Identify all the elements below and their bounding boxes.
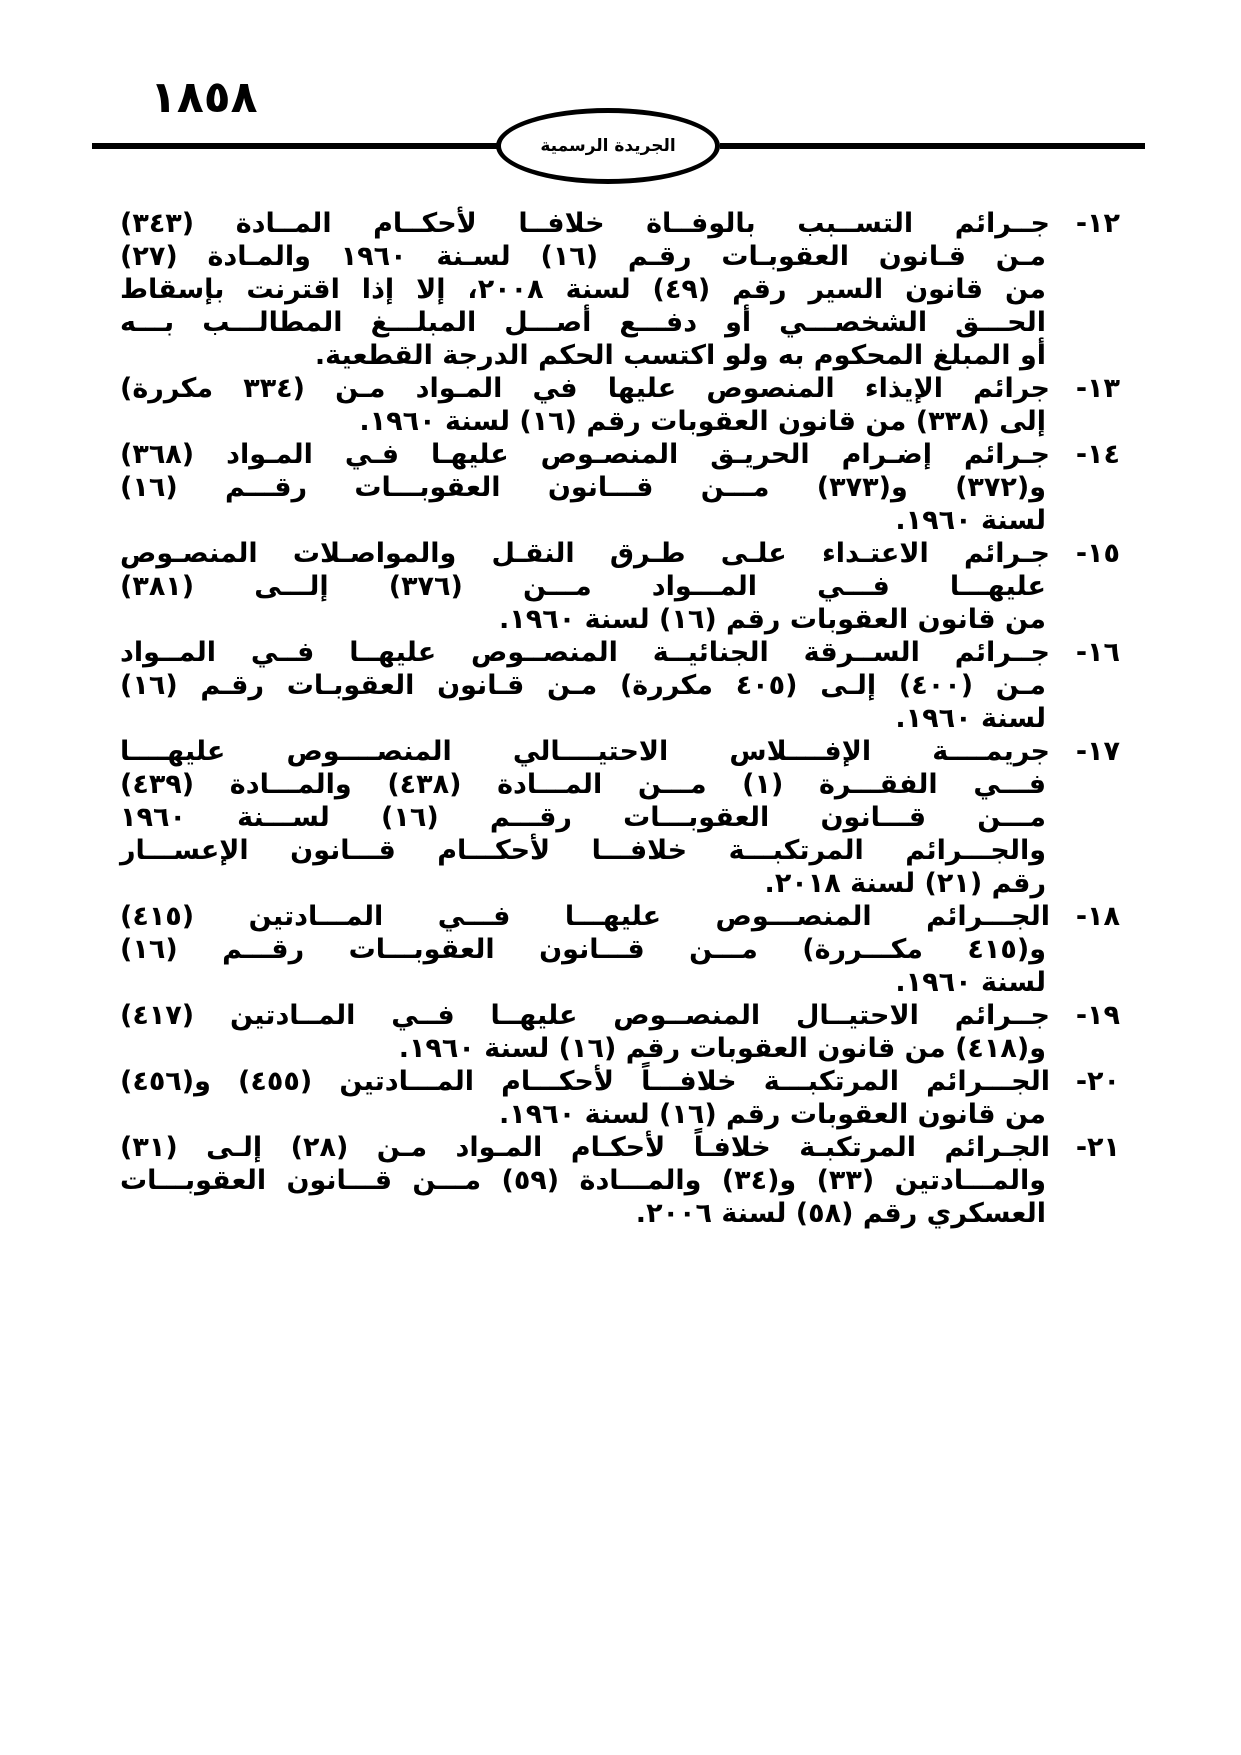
list-item <box>120 999 1120 1065</box>
text-line: جــرائم الســرقة الجنائيــة المنصــوص عليهــا فــي المــواد <box>120 637 1050 668</box>
item-number: ١٦- <box>1075 637 1120 668</box>
item-number: ١٥- <box>1075 538 1120 569</box>
item-text <box>120 438 1050 537</box>
text-line: مـن (٤٠٠) إلـى (٤٠٥ مكررة) مـن قـانون العقوبـات رقـم (١٦) <box>120 670 1046 701</box>
text-line: الحـــق الشخصـــي أو دفـــع أصـــل المبلـــغ المطالـــب بـــه <box>120 307 1046 338</box>
item-text <box>120 735 1050 900</box>
text-line: لسنة ١٩٦٠. <box>895 505 1046 536</box>
text-line: عليهـــا فـــي المـــواد مـــن (٣٧٦) إلـــى (٣٨١) <box>120 571 1046 602</box>
journal-title: الجريدة الرسمية <box>540 136 676 156</box>
text-line: والجـــرائم المرتكبـــة خلافـــا لأحكـــام قـــانون الإعســـار <box>120 835 1046 866</box>
list-item <box>120 438 1120 537</box>
item-text <box>120 1065 1050 1131</box>
header-rule-left <box>92 143 500 149</box>
item-number: ١٨- <box>1075 901 1120 932</box>
list-item <box>120 735 1120 900</box>
item-text <box>120 999 1050 1065</box>
item-number: ١٩- <box>1075 1000 1120 1031</box>
text-line: جـرائم إضـرام الحريـق المنصـوص عليهـا فـي المـواد (٣٦٨) <box>120 439 1050 470</box>
list-item <box>120 372 1120 438</box>
text-line: من قانون العقوبات رقم (١٦) لسنة ١٩٦٠. <box>499 604 1046 635</box>
item-number: ٢٠- <box>1075 1066 1120 1097</box>
item-number: ١٤- <box>1075 439 1120 470</box>
text-line: العسكري رقم (٥٨) لسنة ٢٠٠٦. <box>635 1198 1046 1229</box>
item-number: ١٣- <box>1075 373 1120 404</box>
item-text <box>120 372 1051 438</box>
list-item <box>120 207 1120 372</box>
item-number: ١٧- <box>1075 736 1120 767</box>
text-line: والمـــادتين (٣٣) و(٣٤) والمـــادة (٥٩) مـــن قـــانون العقوبـــات <box>120 1165 1046 1196</box>
text-line: الجـــرائم المرتكبـــة خلافـــاً لأحكـــام المـــادتين (٤٥٥) و(٤٥٦) <box>120 1066 1050 1097</box>
text-line: رقم (٢١) لسنة ٢٠١٨. <box>764 868 1046 899</box>
list-item <box>120 900 1120 999</box>
text-line: جــرائم الاحتيــال المنصــوص عليهــا فــي المــادتين (٤١٧) <box>120 1000 1050 1031</box>
text-line: و(٣٧٢) و(٣٧٣) مـــن قـــانون العقوبـــات رقـــم (١٦) <box>120 472 1046 503</box>
text-line: جريمــــة الإفــــلاس الاحتيــــالي المنصــــوص عليهــــا <box>120 736 1050 767</box>
text-line: الجـرائم المرتكبـة خلافـاً لأحكـام المـواد مـن (٢٨) إلـى (٣١) <box>120 1132 1050 1163</box>
text-line: و(٤١٥ مكـــررة) مـــن قـــانون العقوبـــات رقـــم (١٦) <box>120 934 1046 965</box>
text-line: جـرائم الاعتـداء علـى طـرق النقـل والمواصـلات المنصـوص <box>120 538 1050 569</box>
text-line: جــرائم التســبب بالوفــاة خلافــا لأحكــام المــادة (٣٤٣) <box>120 208 1050 239</box>
list-item <box>120 636 1120 735</box>
item-text <box>120 1131 1050 1230</box>
journal-title-oval <box>496 108 720 184</box>
text-line: من قانون السير رقم (٤٩) لسنة ٢٠٠٨، إلا إذا اقترنت بإسقاط <box>120 274 1046 305</box>
text-line: و(٤١٨) من قانون العقوبات رقم (١٦) لسنة ١٩٦٠. <box>398 1033 1046 1064</box>
list-item <box>120 537 1120 636</box>
item-text <box>120 537 1050 636</box>
text-line: لسنة ١٩٦٠. <box>895 967 1046 998</box>
text-line: من قانون العقوبات رقم (١٦) لسنة ١٩٦٠. <box>499 1099 1046 1130</box>
text-line: لسنة ١٩٦٠. <box>895 703 1046 734</box>
item-number: ٢١- <box>1075 1132 1120 1163</box>
item-number: ١٢- <box>1075 208 1120 239</box>
text-line: جرائم الإيذاء المنصوص عليها في المـواد مـن (٣٣٤ مكررة) <box>120 373 1051 404</box>
header-rule-right <box>720 143 1145 149</box>
item-text <box>120 900 1050 999</box>
item-text <box>120 636 1050 735</box>
text-line: مـن قـانون العقوبـات رقـم (١٦) لسـنة ١٩٦٠ والمـادة (٢٧) <box>120 241 1046 272</box>
text-line: مـــن قـــانون العقوبـــات رقـــم (١٦) لســـنة ١٩٦٠ <box>120 802 1046 833</box>
text-line: إلى (٣٣٨) من قانون العقوبات رقم (١٦) لسنة ١٩٦٠. <box>359 406 1046 437</box>
item-text <box>120 207 1050 372</box>
list-item <box>120 1065 1120 1131</box>
text-line: الجـــرائم المنصـــوص عليهـــا فـــي المـــادتين (٤١٥) <box>120 901 1050 932</box>
list-item <box>120 1131 1120 1230</box>
text-line: أو المبلغ المحكوم به ولو اكتسب الحكم الدرجة القطعية. <box>314 340 1046 371</box>
page-number: ١٨٥٨ <box>150 72 258 123</box>
article-list <box>120 207 1120 1230</box>
text-line: فـــي الفقـــرة (١) مـــن المـــادة (٤٣٨) والمـــادة (٤٣٩) <box>120 769 1046 800</box>
